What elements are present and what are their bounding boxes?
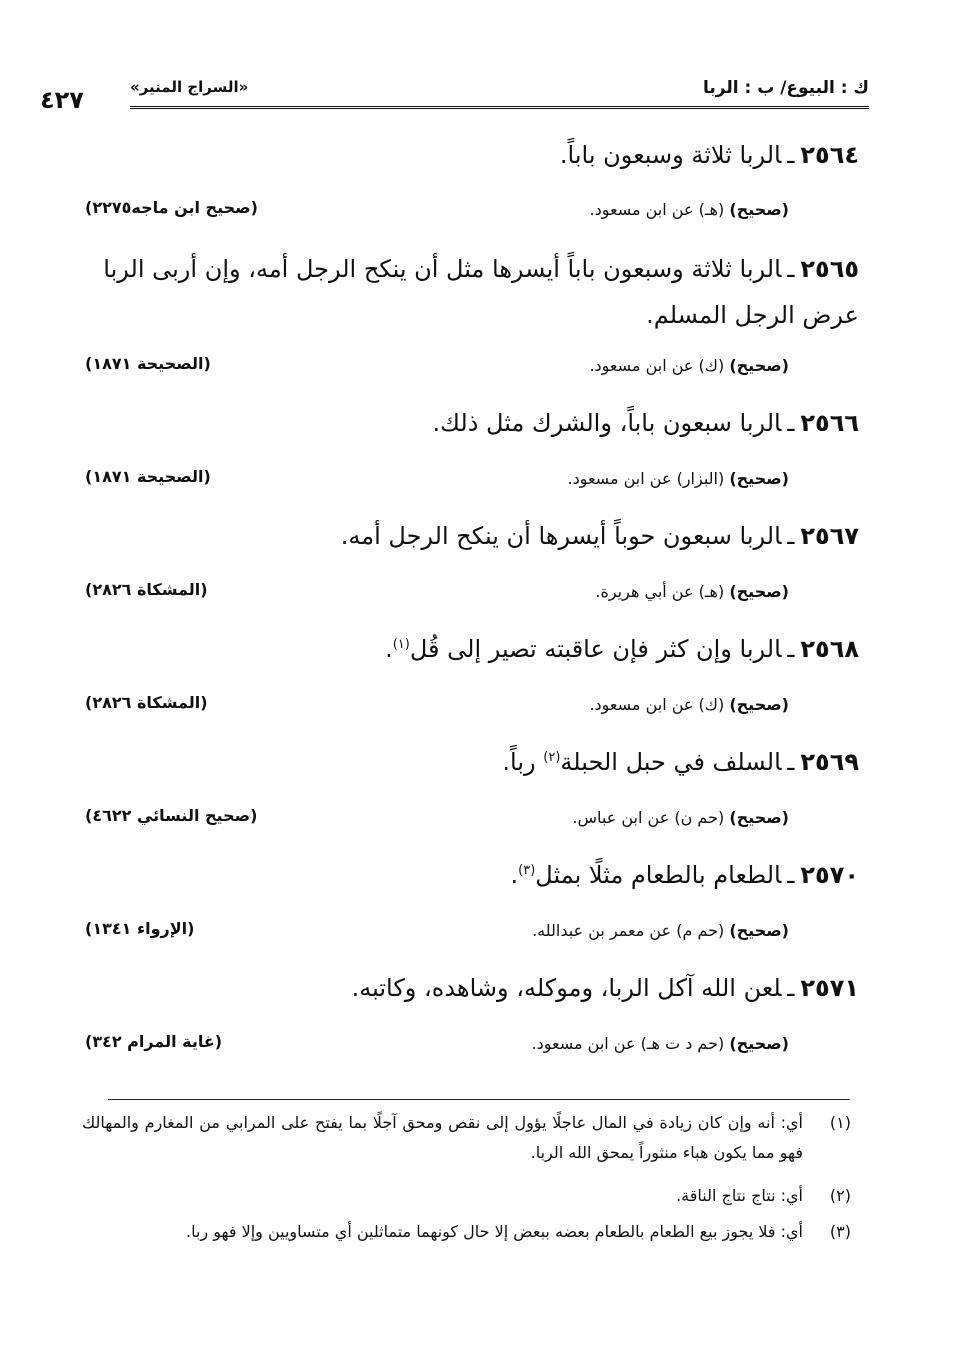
hadith-body-end: . xyxy=(385,635,393,663)
hadith-reference: (المشكاة ٢٨٢٦) xyxy=(85,693,208,712)
hadith-number: ٢٥٦٥ xyxy=(800,255,859,283)
hadith-body: الربا وإن كثر فإن عاقبته تصير إلى قُل xyxy=(409,635,782,663)
footnote-marker: (٣) xyxy=(518,863,536,878)
grade-label: (صحيح) xyxy=(729,582,789,601)
hadith-body: لعن الله آكل الربا، وموكله، وشاهده، وكاتبه. xyxy=(351,974,782,1002)
hadith-reference: (الصحيحة ١٨٧١) xyxy=(85,354,211,373)
hadith-grade xyxy=(589,695,789,714)
hadith-grade xyxy=(572,808,789,827)
footnote-text: أي: فلا يجوز بيع الطعام بالطعام بعضه ببعض إلا حال كونهما متماثلين أي متساويين وإلا فهو ربا. xyxy=(185,1222,803,1241)
hadith-body: الربا ثلاثة وسبعون باباً أيسرها مثل أن ينكح الرجل أمه، وإن أربى الربا عرض الرجل المسلم. xyxy=(103,255,859,329)
grade-label: (صحيح) xyxy=(729,695,789,714)
hadith-grade xyxy=(589,356,789,375)
hadith-number: ٢٥٧٠ xyxy=(800,861,859,889)
hadith-text: ٢٥٧٠ـالطعام بالطعام مثلًا بمثل$^{(٣)}$. xyxy=(510,861,859,889)
footnote-text: أي: نتاج نتاج الناقة. xyxy=(676,1186,803,1205)
hadith-body: السلف في حبل الحبلة xyxy=(560,748,782,776)
hadith-number: ٢٥٦٨ xyxy=(800,635,859,663)
hadith-text: ٢٥٦٩ـالسلف في حبل الحبلة$^{(٢)}$ رباً. xyxy=(502,748,859,776)
section-title: ك : البيوع/ ب : الربا xyxy=(703,78,869,98)
footnote-rule xyxy=(108,1099,850,1100)
footnote xyxy=(82,1181,851,1211)
footnote-marker: (١) xyxy=(392,637,410,652)
hadith-number: ٢٥٦٧ xyxy=(800,522,859,550)
grade-label: (صحيح) xyxy=(729,921,789,940)
grade-source: (ك) عن ابن مسعود. xyxy=(589,356,725,375)
grade-label: (صحيح) xyxy=(729,1034,789,1053)
header-rule xyxy=(130,106,869,109)
hadith-number: ٢٥٦٩ xyxy=(800,748,859,776)
hadith-text: ٢٥٦٦ـالربا سبعون باباً، والشرك مثل ذلك. xyxy=(432,409,859,437)
hadith-reference: (غاية المرام ٣٤٢) xyxy=(85,1032,223,1051)
hadith-text: ٢٥٦٨ـالربا وإن كثر فإن عاقبته تصير إلى قُل$^{(١)}$. xyxy=(385,635,859,663)
hadith-grade xyxy=(532,1034,789,1053)
grade-label: (صحيح) xyxy=(729,808,789,827)
grade-source: (هـ) عن ابن مسعود. xyxy=(589,200,725,219)
hadith-text: ٢٥٧١ـلعن الله آكل الربا، وموكله، وشاهده، وكاتبه. xyxy=(351,974,859,1002)
grade-source: (هـ) عن أبي هريرة. xyxy=(595,582,725,601)
hadith-text: ٢٥٦٥ـالربا ثلاثة وسبعون باباً أيسرها مثل أن ينكح الرجل أمه، وإن أربى الربا عرض الرجل المسلم. xyxy=(103,255,859,329)
hadith-reference: (صحيح النسائي ٤٦٢٢) xyxy=(85,806,258,825)
grade-source: (حم ن) عن ابن عباس. xyxy=(572,808,725,827)
grade-label: (صحيح) xyxy=(729,200,789,219)
page-header xyxy=(40,78,869,118)
footnote-number: (١) xyxy=(829,1113,851,1132)
page-number: ٤٢٧ xyxy=(40,86,84,114)
footnote-text: أي: أنه وإن كان زيادة في المال عاجلًا يؤول إلى نقص ومحق آجلًا بما يفتح على المرابي من المغارم والمهالك فهو مما يكون هباء منثوراً يمحق الله الربا. xyxy=(82,1113,803,1162)
hadith-reference: (الإرواء ١٣٤١) xyxy=(85,919,195,938)
hadith-number: ٢٥٧١ xyxy=(800,974,859,1002)
hadith-reference: (صحيح ابن ماجه٢٢٧٥) xyxy=(85,198,258,217)
hadith-grade xyxy=(595,582,789,601)
footnote-marker: (٢) xyxy=(543,750,561,765)
footnote-number: (٣) xyxy=(829,1222,851,1241)
hadith-reference: (الصحيحة ١٨٧١) xyxy=(85,467,211,486)
hadith-text: ٢٥٦٧ـالربا سبعون حوباً أيسرها أن ينكح الرجل أمه. xyxy=(340,522,859,550)
hadith-grade xyxy=(567,469,789,488)
hadith-body: الربا سبعون حوباً أيسرها أن ينكح الرجل أمه. xyxy=(340,522,782,550)
grade-label: (صحيح) xyxy=(729,356,789,375)
grade-source: (حم د ت هـ) عن ابن مسعود. xyxy=(531,1034,725,1053)
grade-source: (البزار) عن ابن مسعود. xyxy=(567,469,725,488)
footnote xyxy=(82,1217,851,1247)
hadith-body: الربا ثلاثة وسبعون باباً. xyxy=(559,141,782,169)
grade-source: (حم م) عن معمر بن عبدالله. xyxy=(532,921,725,940)
hadith-number: ٢٥٦٤ xyxy=(800,141,859,169)
book-title: «السراج المنير» xyxy=(130,78,249,96)
hadith-grade xyxy=(590,200,790,219)
grade-label: (صحيح) xyxy=(729,469,789,488)
footnote-number: (٢) xyxy=(829,1186,851,1205)
hadith-number: ٢٥٦٦ xyxy=(800,409,859,437)
grade-source: (ك) عن ابن مسعود. xyxy=(589,695,725,714)
footnote xyxy=(82,1108,851,1168)
hadith-body: الطعام بالطعام مثلًا بمثل xyxy=(535,861,782,889)
hadith-text: ٢٥٦٤ـالربا ثلاثة وسبعون باباً. xyxy=(559,141,859,169)
hadith-body-end: رباً. xyxy=(502,748,544,776)
hadith-body-end: . xyxy=(510,861,519,889)
hadith-reference: (المشكاة ٢٨٢٦) xyxy=(85,580,208,599)
hadith-grade xyxy=(532,921,789,940)
hadith-body: الربا سبعون باباً، والشرك مثل ذلك. xyxy=(432,409,782,437)
